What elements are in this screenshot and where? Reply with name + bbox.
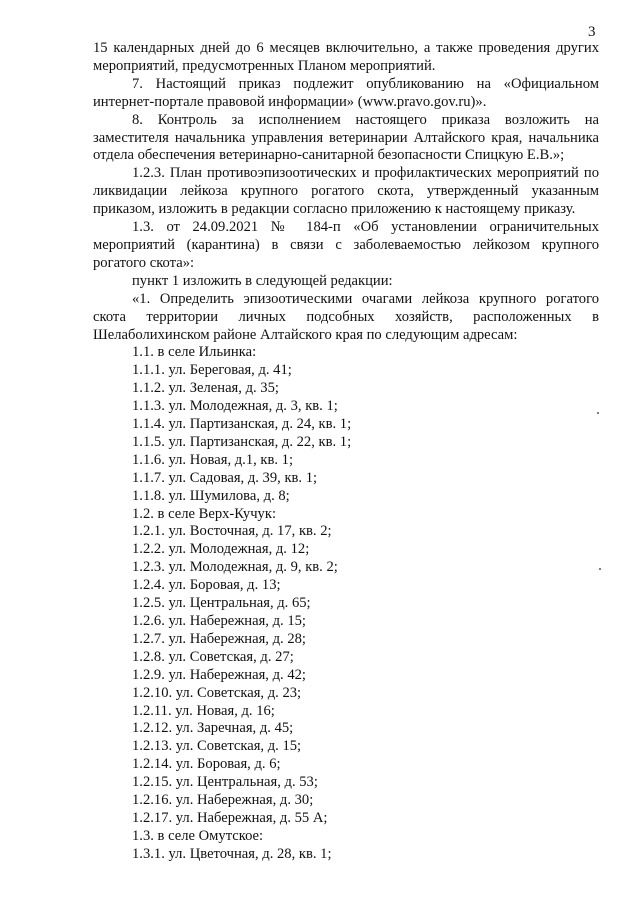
list-item: 1.2.14. ул. Боровая, д. 6; (132, 756, 281, 773)
list-item: 1.1.3. ул. Молодежная, д. 3, кв. 1; (132, 398, 338, 415)
paragraph: 1.3. от 24.09.2021 № 184-п «Об установлении ограничительных мероприятий (карантина) в связи с заболеваемостью лейкозом крупного рогатого скота»: (93, 219, 599, 271)
list-item: 1.2.3. ул. Молодежная, д. 9, кв. 2; (132, 559, 338, 576)
list-item: 1.1. в селе Ильинка: (132, 344, 257, 361)
list-item: 1.2.13. ул. Советская, д. 15; (132, 738, 302, 755)
list-item: 1.1.8. ул. Шумилова, д. 8; (132, 487, 290, 504)
paragraph: 1.2.3. План противоэпизоотических и профилактических мероприятий по ликвидации лейкоза крупного рогатого скота, утвержденный указанным приказом, изложить в редакции согласно приложению к настоящему приказу. (93, 165, 599, 218)
list-item: 1.3. в селе Омутское: (132, 827, 264, 844)
list-item: 1.2. в селе Верх-Кучук: (132, 505, 276, 522)
list-item: 1.1.2. ул. Зеленая, д. 35; (132, 380, 279, 397)
list-item: 1.2.5. ул. Центральная, д. 65; (132, 595, 311, 612)
list-item: 1.1.5. ул. Партизанская, д. 22, кв. 1; (132, 433, 352, 450)
list-item: 1.2.10. ул. Советская, д. 23; (132, 684, 302, 701)
list-item: 1.2.6. ул. Набережная, д. 15; (132, 613, 306, 629)
list-item: 1.2.8. ул. Советская, д. 27; (132, 648, 294, 665)
document-body (93, 40, 599, 864)
paragraph: 8. Контроль за исполнением настоящего приказа возложить на заместителя начальника управления ветеринарии Алтайского края, начальника отдела обеспечения ветеринарно-санитарной безопасности Спицкую Е.В.»; (93, 111, 599, 164)
list-item: 1.2.15. ул. Центральная, д. 53; (132, 774, 318, 791)
list-item: 1.2.16. ул. Набережная, д. 30; (132, 792, 314, 809)
list-item: 1.2.2. ул. Молодежная, д. 12; (132, 541, 310, 558)
paragraph: 15 календарных дней до 6 месяцев включительно, а также проведения других мероприятий, предусмотренных Планом мероприятий. (93, 40, 599, 74)
address-list (93, 344, 599, 863)
list-item: 1.1.1. ул. Береговая, д. 41; (132, 362, 292, 379)
list-item: 1.2.17. ул. Набережная, д. 55 А; (132, 809, 328, 826)
list-item: 1.2.11. ул. Новая, д. 16; (132, 702, 275, 719)
scan-speck (597, 412, 599, 414)
scan-speck (599, 568, 601, 570)
list-item: 1.2.9. ул. Набережная, д. 42; (132, 666, 306, 683)
list-item: 1.1.6. ул. Новая, д.1, кв. 1; (132, 451, 294, 468)
paragraph: 7. Настоящий приказ подлежит опубликованию на «Официальном интернет-портале правовой информации» (www.pravo.gov.ru)». (93, 75, 599, 110)
paragraph: «1. Определить эпизоотическими очагами лейкоза крупного рогатого скота территории личных подсобных хозяйств, расположенных в Шелаболихинском районе Алтайского края по следующим адресам: (93, 290, 599, 343)
page-number: 3 (588, 24, 596, 40)
list-item: 1.2.4. ул. Боровая, д. 13; (132, 577, 281, 594)
list-item: 1.2.1. ул. Восточная, д. 17, кв. 2; (132, 523, 332, 540)
list-item: 1.3.1. ул. Цветочная, д. 28, кв. 1; (132, 845, 332, 862)
list-item: 1.2.7. ул. Набережная, д. 28; (132, 630, 306, 647)
list-item: 1.1.4. ул. Партизанская, д. 24, кв. 1; (132, 416, 352, 433)
list-item: 1.1.7. ул. Садовая, д. 39, кв. 1; (132, 469, 318, 486)
paragraph: пункт 1 изложить в следующей редакции: (132, 272, 393, 289)
list-item: 1.2.12. ул. Заречная, д. 45; (132, 720, 294, 737)
